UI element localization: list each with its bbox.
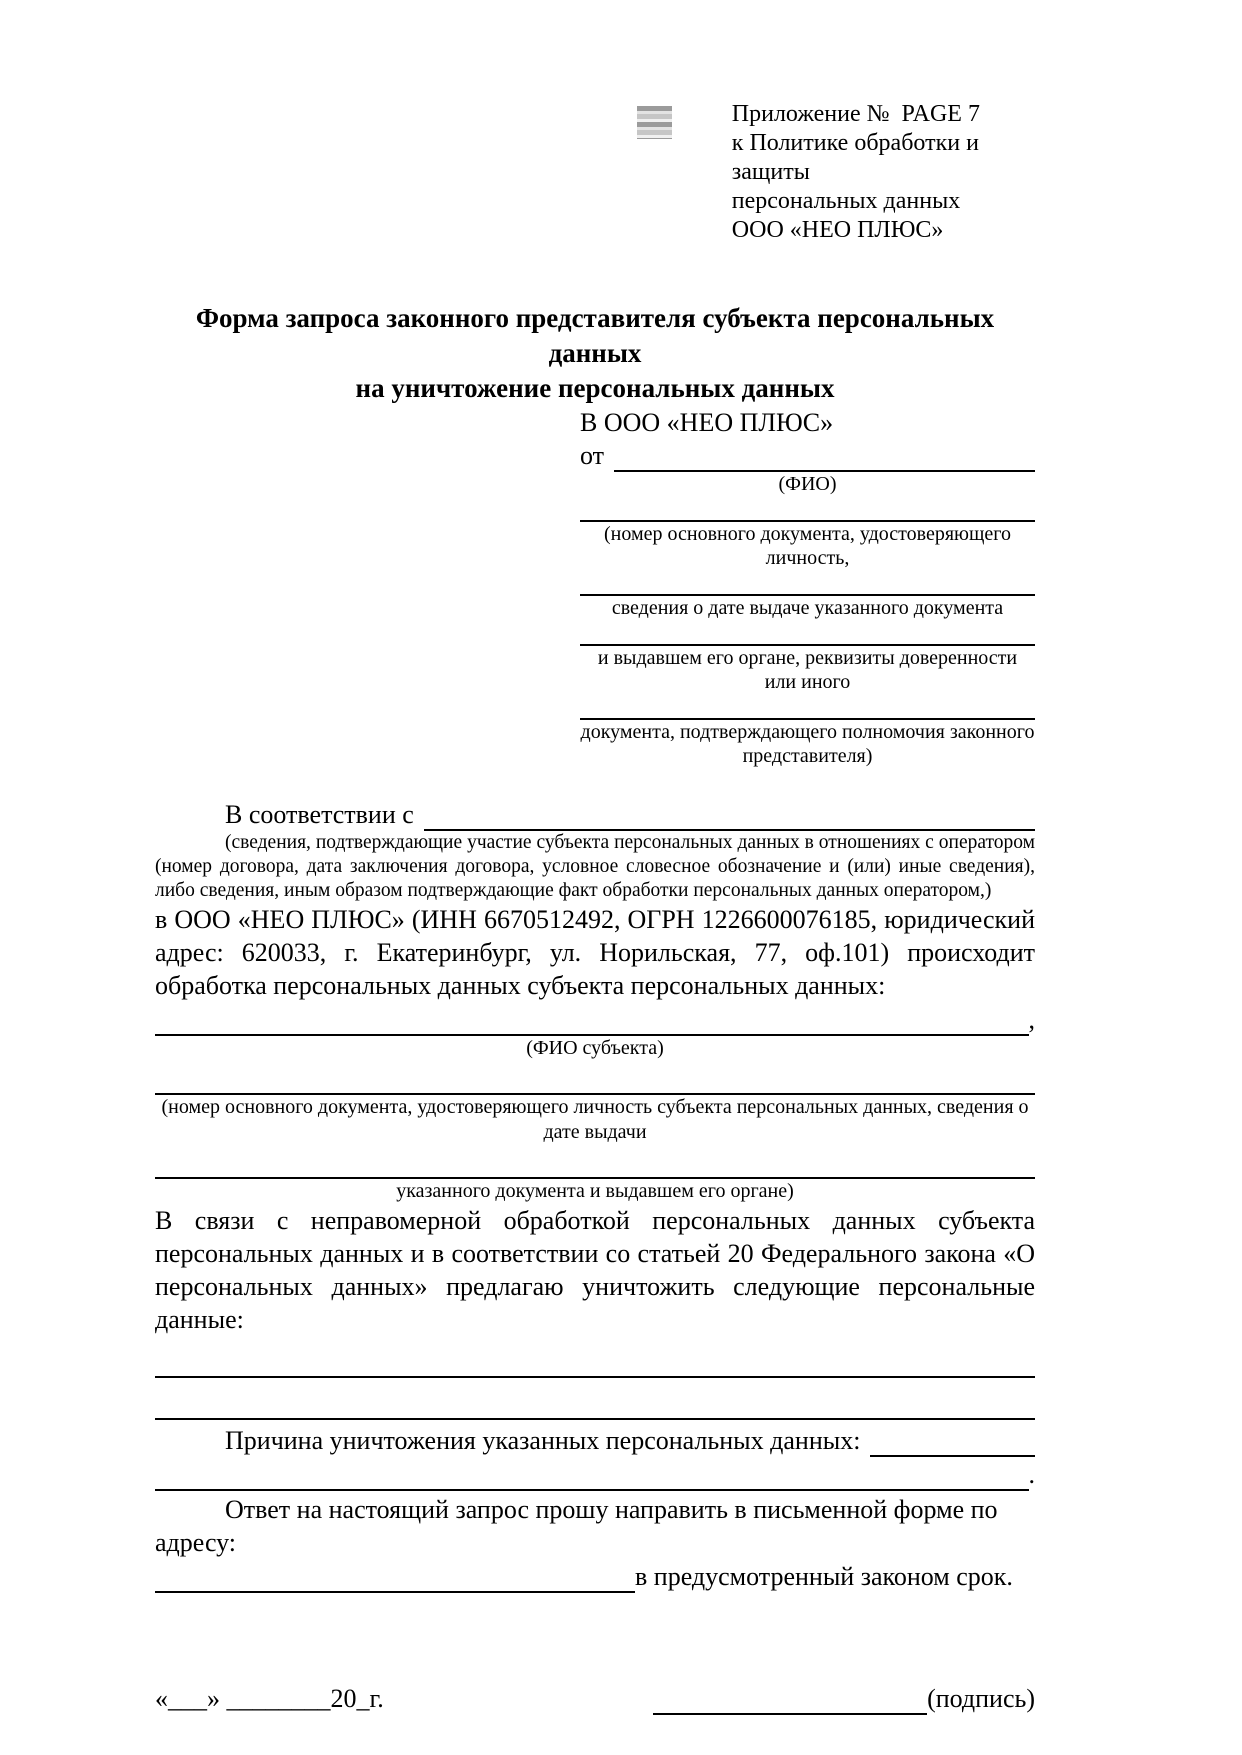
- reason-label: Причина уничтожения указанных персональных данных:: [225, 1426, 861, 1455]
- date-blank-text[interactable]: «___» ________20_г.: [155, 1684, 384, 1713]
- signature-blank-field[interactable]: [653, 1681, 927, 1715]
- subject-doc-line: [155, 1061, 1035, 1095]
- form-title: [155, 301, 1035, 406]
- accordance-note: (сведения, подтверждающие участие субъекта персональных данных в отношениях с оператором (номер договора, дата заключения договора, условное словесное обозначение и (или) иные сведения), либо сведения, иным образом подтверждающие факт обработки персональных данных оператором,): [155, 832, 1035, 901]
- accordance-label: В соответствии с: [225, 800, 414, 829]
- reason-line: [155, 1424, 1035, 1457]
- appendix-header: [732, 100, 1035, 245]
- answer-address-line: [155, 1559, 1035, 1593]
- subject-doc-blank-field[interactable]: [155, 1061, 1035, 1095]
- field-caption-doc-number: (номер основного документа, удостоверяющего личность,: [604, 523, 1011, 569]
- fio-blank-field[interactable]: [614, 442, 1035, 472]
- issuing-authority-blank-field[interactable]: [580, 620, 1035, 646]
- subject-fio-line: [155, 1002, 1035, 1036]
- accordance-blank-field[interactable]: [424, 801, 1035, 831]
- unlawful-processing-paragraph: В связи с неправомерной обработкой персональных данных субъекта персональных данных и в соответствии со статьей 20 Федерального закона «О персональных данных» предлагаю уничтожить следующие персональные данные:: [155, 1206, 1035, 1334]
- subject-authority-blank-field[interactable]: [155, 1145, 1035, 1179]
- addressee-to: В ООО «НЕО ПЛЮС»: [580, 408, 834, 437]
- signature-group: [653, 1681, 1035, 1715]
- field-caption-issuing-authority: и выдавшем его органе, реквизиты доверенности или иного: [597, 647, 1018, 693]
- answer-suffix: в предусмотренный законом срок.: [635, 1562, 1013, 1591]
- reason-blank-field[interactable]: [870, 1427, 1035, 1457]
- appendix-header-line: ООО «НЕО ПЛЮС»: [731, 217, 944, 243]
- signature-caption: (подпись): [927, 1684, 1035, 1713]
- field-caption-fio: (ФИО): [778, 473, 837, 495]
- accordance-line: [155, 798, 1035, 831]
- addressee-from-line: [580, 439, 1035, 472]
- subject-fio-caption: (ФИО субъекта): [526, 1037, 664, 1059]
- data-to-destroy-blank-field-2[interactable]: [155, 1378, 1035, 1420]
- reason-continuation-line: [155, 1457, 1035, 1491]
- reason-blank-field-2[interactable]: [155, 1457, 1029, 1491]
- data-to-destroy-blank-field-1[interactable]: [155, 1336, 1035, 1378]
- subject-fio-blank-field[interactable]: [155, 1002, 1029, 1036]
- operator-paragraph: в ООО «НЕО ПЛЮС» (ИНН 6670512492, ОГРН 1226600076185, юридический адрес: 620033, г. Екатеринбург, ул. Норильская, 77, оф.101) происходит обработка персональных данных субъекта персональных данных:: [155, 905, 1035, 1000]
- field-caption-issue-date: сведения о дате выдаче указанного документа: [611, 597, 1004, 619]
- addressee-block: [580, 406, 1035, 768]
- appendix-header-row: [155, 100, 1035, 245]
- date-signature-row: [155, 1681, 1035, 1715]
- form-title-line-1: Форма запроса законного представителя субъекта персональных данных: [195, 303, 995, 368]
- appendix-header-line: к Политике обработки и защиты: [731, 130, 985, 185]
- answer-address-blank-field[interactable]: [155, 1559, 635, 1593]
- document-number-blank-field[interactable]: [580, 496, 1035, 522]
- appendix-header-line: Приложение № PAGE 7: [731, 101, 980, 127]
- reason-trailing-period: .: [1028, 1460, 1035, 1489]
- field-caption-authority-document: документа, подтверждающего полномочия законного представителя): [580, 721, 1035, 767]
- from-label: от: [580, 441, 605, 470]
- embedded-table-artifact-icon: [637, 106, 672, 139]
- answer-request-line: Ответ на настоящий запрос прошу направить в письменной форме по адресу:: [155, 1495, 998, 1557]
- appendix-header-line: персональных данных: [731, 188, 961, 214]
- authority-document-blank-field[interactable]: [580, 694, 1035, 720]
- form-title-line-2: на уничтожение персональных данных: [355, 373, 835, 403]
- issue-date-blank-field[interactable]: [580, 570, 1035, 596]
- subject-fio-trailing: ,: [1028, 1005, 1035, 1034]
- subject-authority-caption: указанного документа и выдавшем его органе): [396, 1180, 794, 1202]
- subject-authority-line: [155, 1145, 1035, 1179]
- subject-doc-caption: (номер основного документа, удостоверяющего личность субъекта персональных данных, сведения о дате выдачи: [161, 1096, 1029, 1143]
